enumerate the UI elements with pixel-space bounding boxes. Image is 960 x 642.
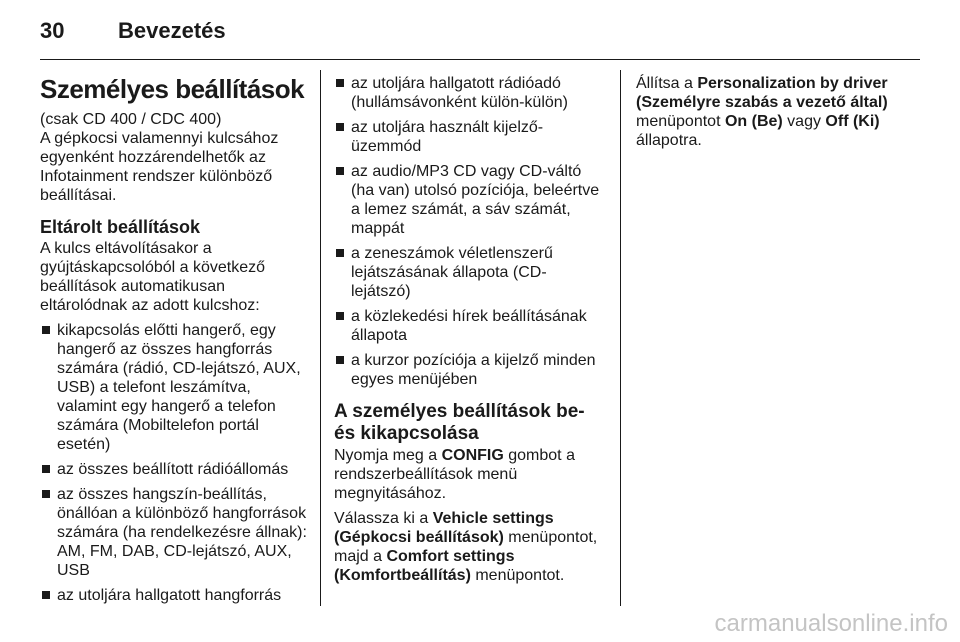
column-divider-1 [320,70,321,606]
bullet-square-icon [42,326,50,334]
stored-settings-heading: Eltárolt beállítások [40,217,201,237]
list-item: kikapcsolás előtti hangerő, egy hangerő az összes hangforrás számára (rádió, CD-lejátszó, AUX, USB) a telefont leszámítva, valamint egy hangerő a telefon számára (Mobiltelefon portál esetén) [40,321,308,454]
list-item: az összes beállított rádióállomás [40,460,308,479]
column-2 [334,74,604,591]
intro-paragraph: A gépkocsi valamennyi kulcsához egyenként hozzárendelhetők az Infotainment rendszer különböző beállításai. [40,130,279,204]
off-keyword: Off (Ki) [825,113,880,130]
bullet-square-icon [336,312,344,320]
stored-settings-text: A kulcs eltávolításakor a gyújtáskapcsolóból a következő beállítások automatikusan eltárolódnak az adott kulcshoz: [40,240,266,314]
select-menu-paragraph: Válassza ki a Vehicle settings (Gépkocsi beállítások) menüpontot, majd a Comfort settings (Komfortbeállítás) menüpontot. [334,510,598,584]
section-title: Személyes beállítások [40,74,305,104]
bullet-square-icon [42,591,50,599]
comfort-settings-keyword: Comfort settings (Komfortbeállítás) [334,548,515,584]
chapter-title: Bevezetés [118,18,226,43]
on-keyword: On (Be) [724,113,783,130]
page-header [40,14,920,48]
stored-settings-list [40,321,308,605]
bullet-square-icon [336,123,344,131]
config-paragraph: Nyomja meg a CONFIG gombot a rendszerbeállítások menü megnyitásához. [334,447,575,502]
config-keyword: CONFIG [441,447,504,464]
bullet-square-icon [42,490,50,498]
bullet-square-icon [336,79,344,87]
list-item: a zeneszámok véletlenszerű lejátszásának állapota (CD-lejátszó) [334,244,604,301]
stored-settings-list-continued [334,74,604,389]
column-1 [40,74,308,611]
list-item: a közlekedési hírek beállításának állapota [334,307,604,345]
bullet-square-icon [336,356,344,364]
list-item: az utoljára használt kijelző-üzemmód [334,118,604,156]
section-subtitle: (csak CD 400 / CDC 400) [40,111,222,128]
list-item: az utoljára hallgatott hangforrás [40,586,308,605]
page-number: 30 [40,18,65,43]
list-item: az audio/MP3 CD vagy CD-váltó (ha van) utolsó pozíciója, beleértve a lemez számát, a sáv számát, mappát [334,162,604,238]
personalization-keyword: Personalization by driver (Személyre szabás a vezető által) [636,75,888,111]
toggle-settings-heading: A személyes beállítások be- és kikapcsolása [334,401,585,444]
bullet-square-icon [336,249,344,257]
bullet-square-icon [42,465,50,473]
personalization-paragraph: Állítsa a Personalization by driver (Személyre szabás a vezető által) menüpontot On (Be) vagy Off (Ki) állapotra. [636,75,888,149]
watermark: carmanualsonline.info [714,610,948,637]
column-divider-2 [620,70,621,606]
bullet-square-icon [336,167,344,175]
column-3 [636,74,906,156]
vehicle-settings-keyword: Vehicle settings (Gépkocsi beállítások) [334,510,554,546]
header-rule [40,59,920,60]
list-item: az utoljára hallgatott rádióadó (hullámsávonként külön-külön) [334,74,604,112]
list-item: az összes hangszín-beállítás, önállóan a különböző hangforrások számára (ha rendelkezésre állnak): AM, FM, DAB, CD-lejátszó, AUX, USB [40,485,308,580]
list-item: a kurzor pozíciója a kijelző minden egyes menüjében [334,351,604,389]
